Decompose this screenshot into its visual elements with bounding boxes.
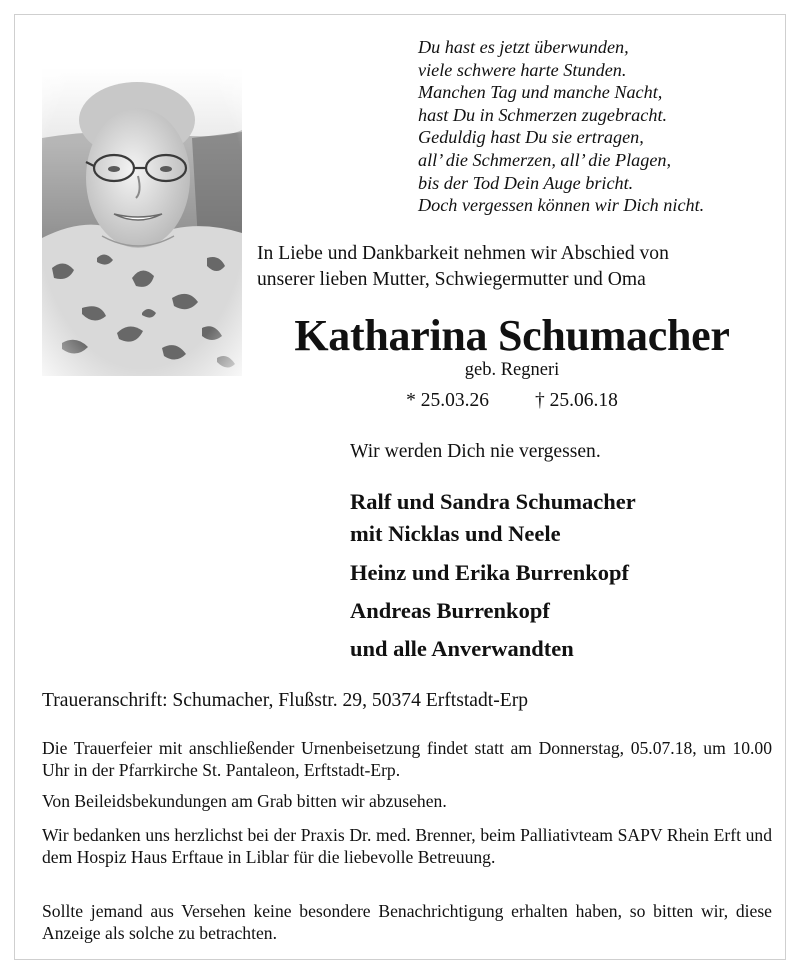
poem-line: all’ die Schmerzen, all’ die Plagen, [418, 149, 672, 170]
birth-date: * 25.03.26 [406, 390, 489, 411]
notification-paragraph: Sollte jemand aus Versehen keine besondere Benachrichtigung erhalten haben, so bitten wir, diese Anzeige als solche zu betrachten. [42, 901, 772, 943]
poem-line: Manchen Tag und manche Nacht, [418, 82, 663, 103]
farewell-intro [257, 241, 777, 292]
poem-line: Doch vergessen können wir Dich nicht. [418, 195, 705, 216]
death-date: † 25.06.18 [535, 390, 618, 411]
funeral-info-paragraph: Die Trauerfeier mit anschließender Urnenbeisetzung findet statt am Donnerstag, 05.07.18, um 10.00 Uhr in der Pfarrkirche St. Pantaleon, Erftstadt-Erp. [42, 738, 772, 780]
poem-line: viele schwere harte Stunden. [418, 59, 627, 80]
maiden-name: geb. Regneri [464, 360, 560, 380]
intro-line: In Liebe und Dankbarkeit nehmen wir Abschied von [257, 243, 669, 264]
poem-line: hast Du in Schmerzen zugebracht. [418, 104, 668, 125]
poem-line: Geduldig hast Du sie ertragen, [418, 127, 644, 148]
mourning-address: Traueranschrift: Schumacher, Flußstr. 29, 50374 Erftstadt-Erp [42, 690, 529, 711]
thanks-paragraph: Wir bedanken uns herzlichst bei der Praxis Dr. med. Brenner, beim Palliativteam SAPV Rhein Erft und dem Hospiz Haus Erftaue in Liblar für die liebevolle Betreuung. [42, 825, 772, 867]
intro-line: unserer lieben Mutter, Schwiegermutter und Oma [257, 268, 646, 290]
family-member: und alle Anverwandten [350, 636, 574, 661]
family-member: Ralf und Sandra Schumacher [350, 489, 636, 514]
family-member: Heinz und Erika Burrenkopf [350, 560, 630, 585]
life-dates [252, 388, 772, 414]
remembrance-line: Wir werden Dich nie vergessen. [350, 441, 601, 462]
poem-line: Du hast es jetzt überwunden, [418, 37, 629, 57]
deceased-name: Katharina Schumacher [294, 311, 730, 360]
family-member: Andreas Burrenkopf [350, 598, 550, 623]
poem-line: bis der Tod Dein Auge bricht. [418, 172, 634, 193]
condolence-note-paragraph: Von Beileidsbekundungen am Grab bitten wir abzusehen. [42, 791, 447, 811]
poem [418, 36, 778, 217]
portrait-photo [42, 68, 242, 376]
family-member: mit Nicklas und Neele [350, 521, 561, 546]
